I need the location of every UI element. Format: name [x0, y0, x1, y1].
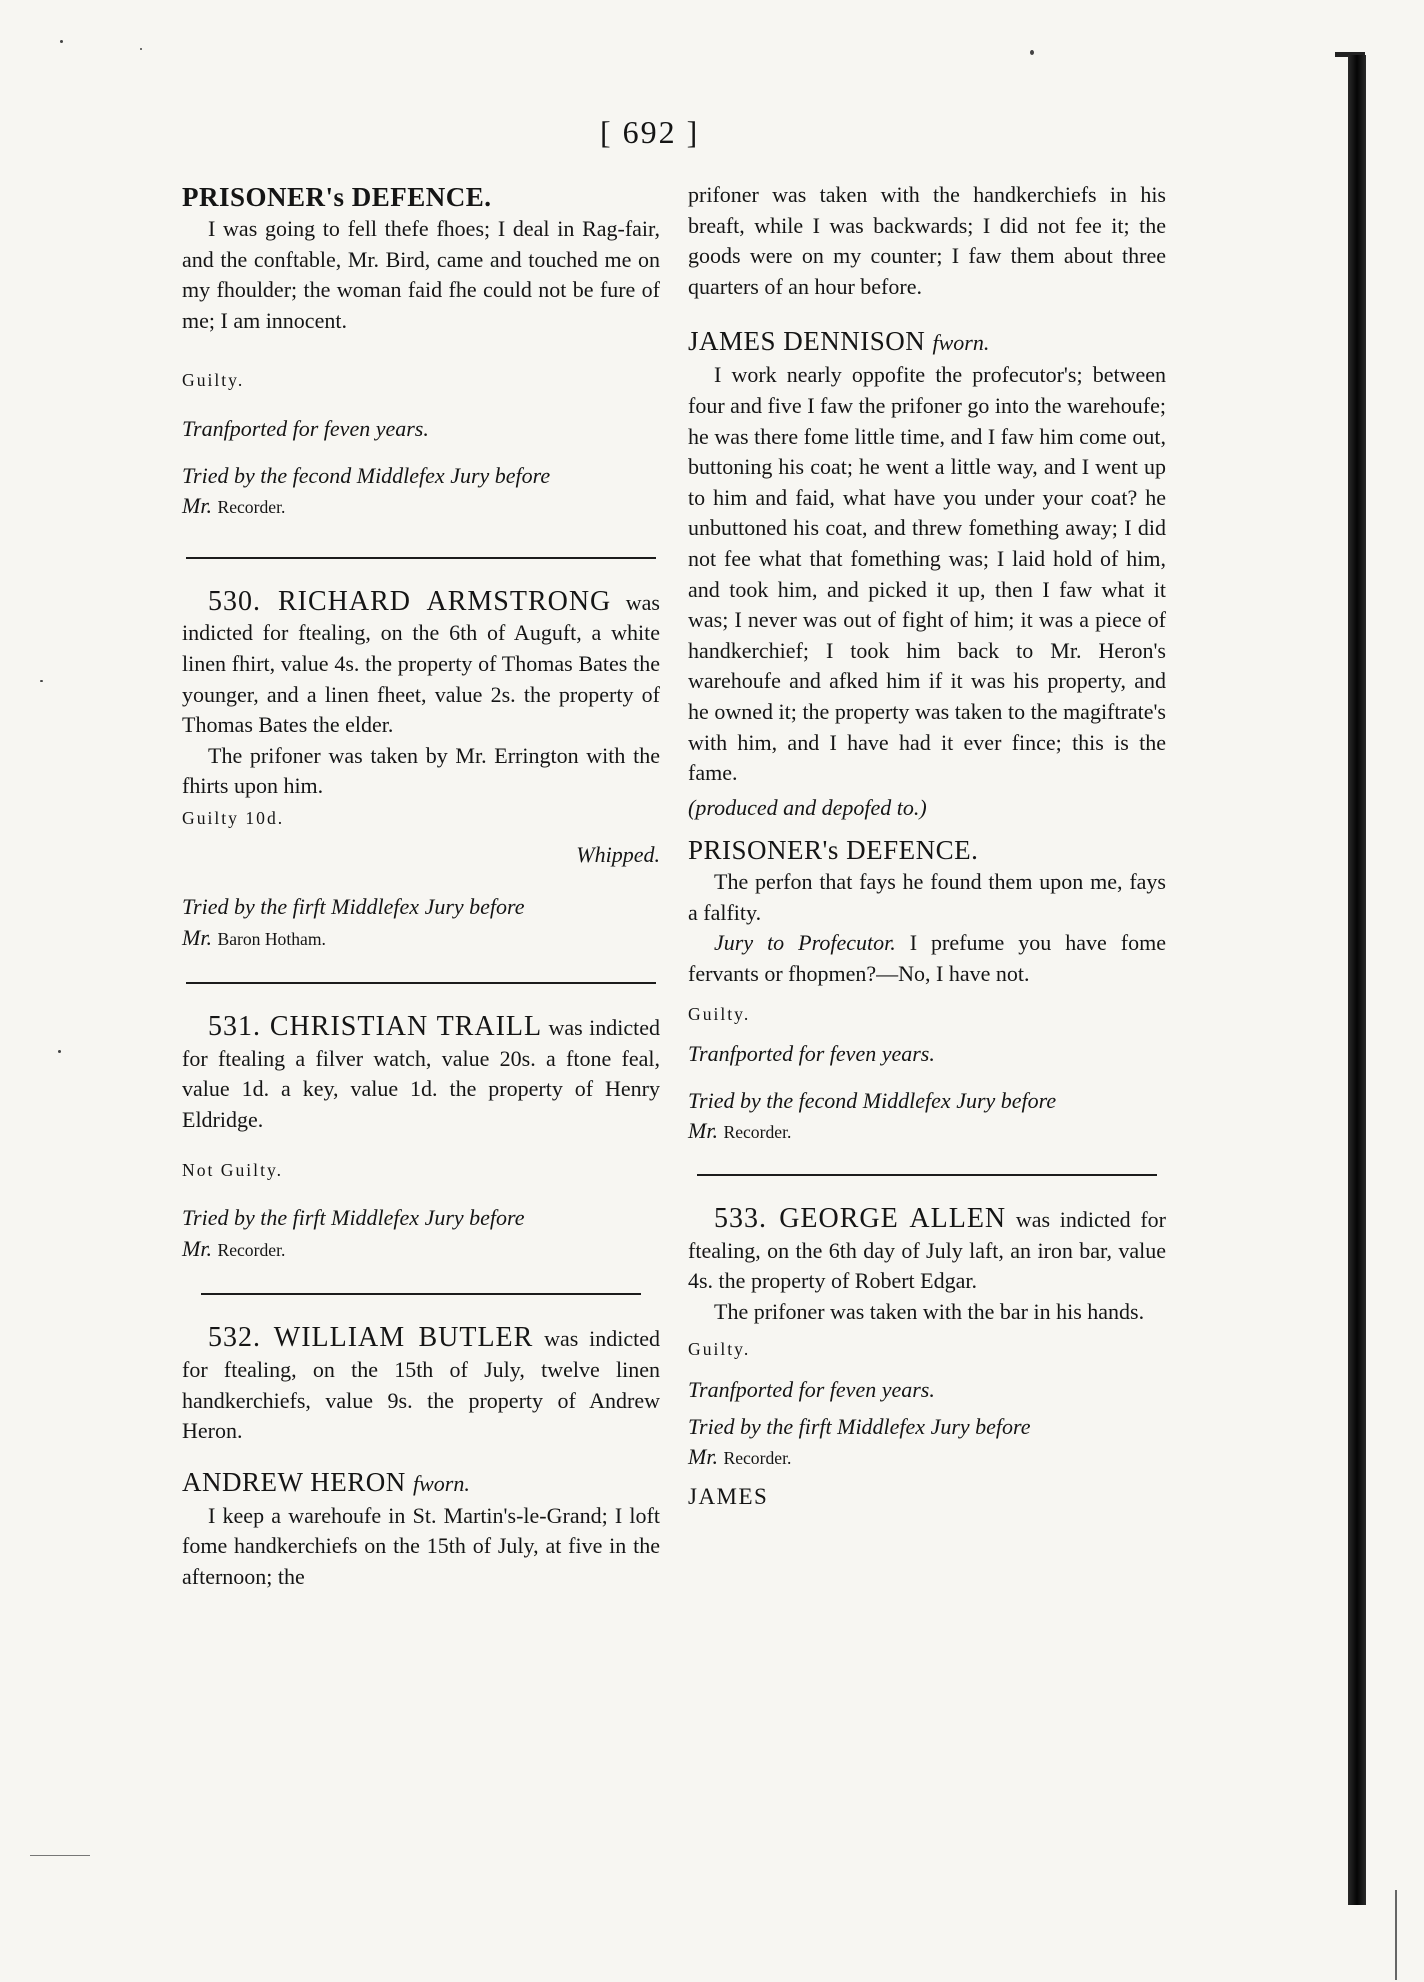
section-rule	[697, 1174, 1157, 1176]
scan-speck	[60, 40, 63, 43]
verdict: Guilty.	[688, 1003, 751, 1024]
scan-speck	[140, 48, 142, 50]
tried-by: Tried by the fecond Middlefex Jury before Mr. Recorder.	[182, 462, 551, 519]
scan-speck	[30, 1855, 90, 1856]
witness-heading: ANDREW HERON fworn.	[182, 1466, 470, 1497]
defence-text: The perfon that fays he found them upon me, fays a falfity.	[688, 869, 1166, 925]
case-533-detail: The prifoner was taken with the bar in his hands.	[714, 1298, 1145, 1324]
sentence: Whipped.	[576, 841, 660, 867]
case-531: 531. CHRISTIAN TRAILL was indicted for ftealing a filver watch, value 20s. a ftone feal, value 1d. a key, value 1d. the property of Henry Eldridge.	[182, 1011, 660, 1133]
right-column	[688, 180, 1166, 1512]
binding-shadow	[1348, 55, 1366, 1905]
left-column	[182, 180, 660, 1593]
witness-testimony: I work nearly oppofite the profecutor's; between four and five I faw the prifoner go into the warehoufe; he was there fome little time, and I faw him come out, buttoning his coat; he went a little way, and I went up to him and faid, what have you under your coat? he unbuttoned his coat, and threw fomething away; I did not fee what that fomething was; I laid hold of him, and took him, and picked it up, then I faw what it was; I never was out of fight of him; it was a piece of handkerchief; I took him back to Mr. Heron's warehoufe and afked him if it was his property, and he owned it; the property was taken to the magiftrate's with him, and I have had it ever fince; this is the fame.	[688, 362, 1166, 786]
binding-edge	[1395, 1890, 1397, 1980]
scan-speck	[40, 680, 43, 682]
section-heading: PRISONER's DEFENCE.	[688, 835, 979, 866]
case-530-detail: The prifoner was taken by Mr. Errington with the fhirts upon him.	[182, 742, 660, 799]
jury-question: Jury to Profecutor. I prefume you have fome fervants or fhopmen?—No, I have not.	[688, 930, 1166, 987]
section-rule	[186, 982, 656, 984]
scan-speck	[1030, 50, 1034, 55]
verdict: Guilty 10d.	[182, 807, 285, 828]
tried-by: Tried by the firft Middlefex Jury before Mr. Baron Hotham.	[182, 894, 525, 950]
case-533: 533. GEORGE ALLEN was indicted for ftealing, on the 6th day of July laft, an iron bar, value 4s. the property of Robert Edgar.	[688, 1203, 1166, 1294]
tried-by: Tried by the fecond Middlefex Jury before Mr. Recorder.	[688, 1087, 1057, 1144]
verdict: Not Guilty.	[182, 1159, 284, 1180]
witness-testimony: I keep a warehoufe in St. Martin's-le-Grand; I loft fome handkerchiefs on the 15th of July, at five in the afternoon; the	[182, 1502, 660, 1589]
tried-by: Tried by the firft Middlefex Jury before Mr. Recorder.	[182, 1205, 525, 1261]
sentence: Tranfported for feven years.	[688, 1041, 935, 1067]
catchword: JAMES	[688, 1483, 769, 1509]
verdict: Guilty.	[182, 370, 245, 391]
section-rule	[201, 1293, 641, 1295]
court-note: (produced and depofed to.)	[688, 794, 927, 820]
case-532: 532. WILLIAM BUTLER was indicted for ftealing, on the 15th of July, twelve linen handkerchiefs, value 9s. the property of Andrew Heron.	[182, 1322, 660, 1444]
case-530: 530. RICHARD ARMSTRONG was indicted for ftealing, on the 6th of Auguft, a white linen fhirt, value 4s. the property of Thomas Bates the younger, and a linen fheet, value 2s. the property of Thomas Bates the elder.	[182, 585, 660, 738]
section-heading: PRISONER's DEFENCE.	[182, 182, 492, 212]
sentence: Tranfported for feven years.	[688, 1377, 935, 1402]
testimony-continuation: prifoner was taken with the handkerchiefs in his breaft, while I was backwards; I did not fee it; the goods were on my counter; I faw them about three quarters of an hour before.	[688, 182, 1166, 299]
section-rule	[186, 557, 656, 559]
scan-speck	[58, 1050, 61, 1053]
tried-by: Tried by the firft Middlefex Jury before Mr. Recorder.	[688, 1413, 1031, 1470]
sentence: Tranfported for feven years.	[182, 415, 429, 441]
defence-text: I was going to fell thefe fhoes; I deal in Rag-fair, and the conftable, Mr. Bird, came and touched me on my fhoulder; the woman faid fhe could not be fure of me; I am innocent.	[182, 216, 660, 333]
verdict: Guilty.	[688, 1339, 751, 1360]
page-number: [ 692 ]	[600, 114, 700, 150]
witness-heading: JAMES DENNISON fworn.	[688, 326, 990, 357]
